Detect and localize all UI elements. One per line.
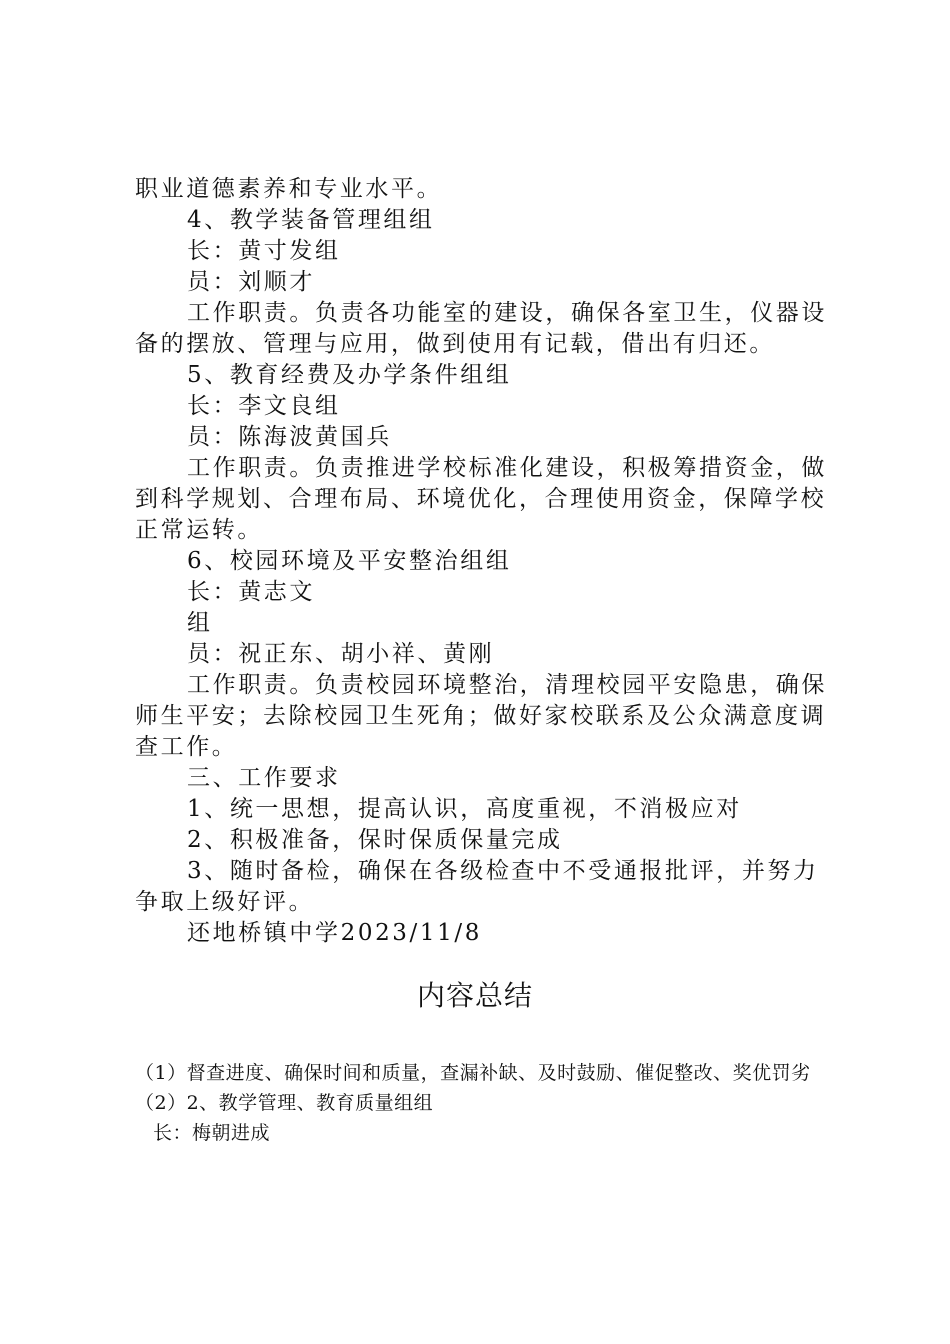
body-line: 长：黄寸发组	[187, 238, 341, 264]
body-line: 争取上级好评。	[135, 889, 315, 915]
body-line: 职业道德素养和专业水平。	[135, 176, 443, 202]
body-line: 员：陈海波黄国兵	[187, 424, 392, 450]
body-line: 员：祝正东、胡小祥、黄刚	[187, 641, 495, 667]
body-line: 长：黄志文	[187, 579, 315, 605]
body-line: 长：李文良组	[187, 393, 341, 419]
body-line: 工作职责。负责各功能室的建设，确保各室卫生，仪器设	[187, 300, 827, 326]
body-line: 工作职责。负责校园环境整治，清理校园平安隐患，确保	[187, 672, 827, 698]
section-heading: 6、校园环境及平安整治组组	[187, 548, 512, 574]
body-line: 3、随时备检，确保在各级检查中不受通报批评，并努力	[187, 858, 819, 884]
body-line: 员：刘顺才	[187, 269, 315, 295]
body-line: 工作职责。负责推进学校标准化建设，积极筹措资金，做	[187, 455, 827, 481]
summary-title: 内容总结	[416, 979, 533, 1012]
body-line: 查工作。	[135, 734, 238, 760]
body-line: 正常运转。	[135, 517, 263, 543]
summary-item: （1）督查进度、确保时间和质量，查漏补缺、及时鼓励、催促整改、奖优罚劣	[135, 1062, 811, 1084]
body-line: 2、积极准备，保时保质保量完成	[187, 827, 563, 853]
body-line: 组	[187, 610, 213, 636]
summary-item: （2）2、教学管理、教育质量组组	[135, 1092, 434, 1114]
body-line: 到科学规划、合理布局、环境优化，合理使用资金，保障学校	[135, 486, 827, 512]
body-line: 1、统一思想，提高认识，高度重视，不消极应对	[187, 796, 742, 822]
body-line: 备的摆放、管理与应用，做到使用有记载，借出有归还。	[135, 331, 775, 357]
section-heading: 三、工作要求	[187, 765, 341, 791]
section-heading: 5、教育经费及办学条件组组	[187, 362, 512, 388]
summary-item: 长：梅朝进成	[153, 1122, 271, 1144]
signature-date: 还地桥镇中学2023/11/8	[187, 920, 482, 946]
section-heading: 4、教学装备管理组组	[187, 207, 435, 233]
summary-section	[135, 1058, 825, 1148]
body-line: 师生平安；去除校园卫生死角；做好家校联系及公众满意度调	[135, 703, 827, 729]
document-body	[135, 174, 825, 949]
